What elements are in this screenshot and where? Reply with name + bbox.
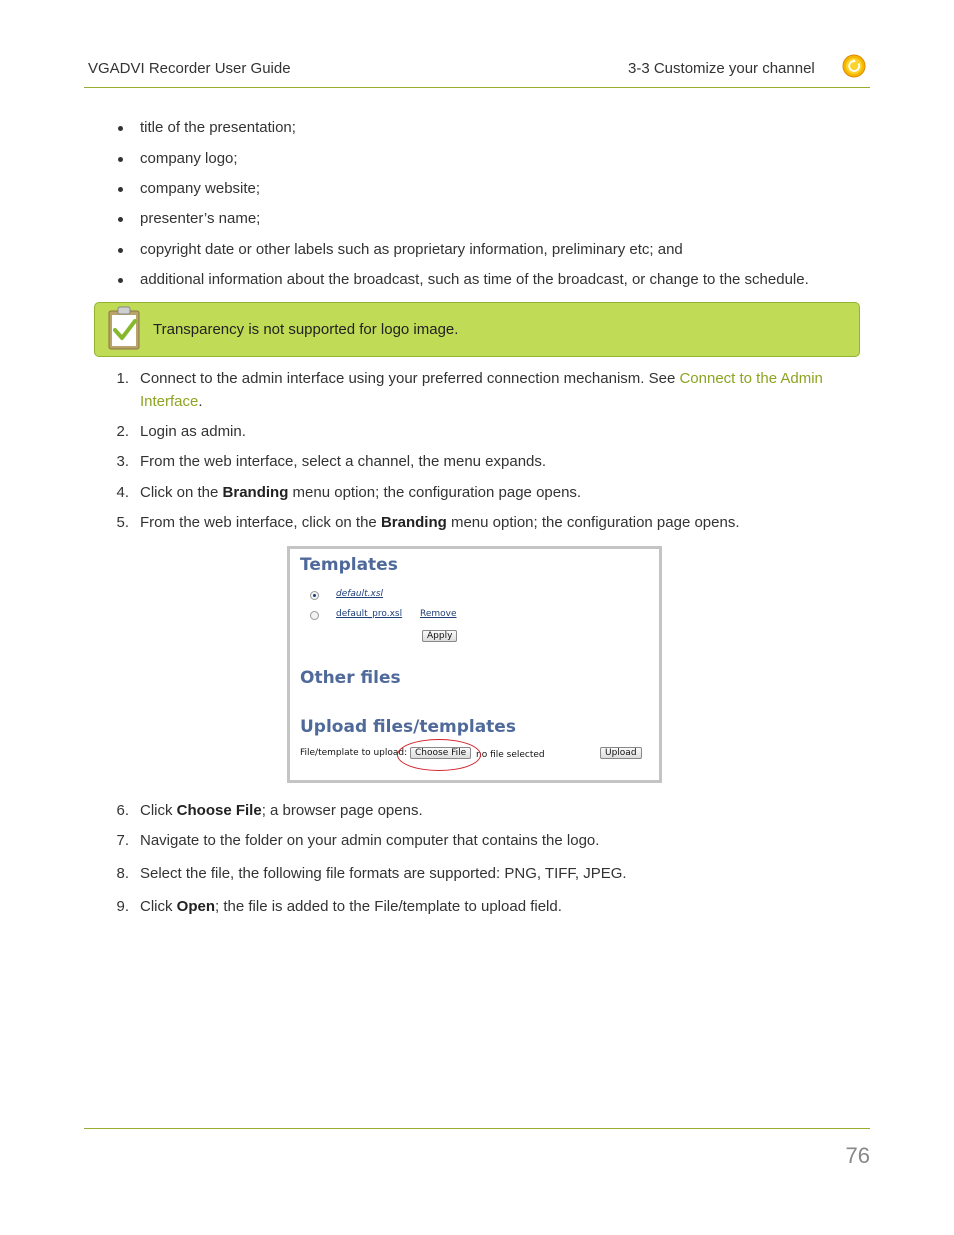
orange-refresh-circle-icon [842,54,866,78]
choose-file-button[interactable]: Choose File [410,747,471,759]
section-title: 3-3 Customize your channel [628,60,815,77]
header-rule [84,87,870,88]
footer-rule [84,1128,870,1129]
branding-screenshot [287,546,662,783]
clipboard-check-icon [107,305,141,351]
template-link-default[interactable]: default.xsl [336,589,384,599]
note-box [94,302,860,357]
template-radio-selected[interactable] [310,591,319,600]
remove-link[interactable]: Remove [420,609,457,619]
templates-heading: Templates [300,555,398,575]
other-files-heading: Other files [300,668,401,688]
connect-admin-link[interactable]: Connect to the Admin Interface [140,370,823,410]
template-radio[interactable] [310,611,319,620]
page-number: 76 [845,1143,870,1168]
upload-heading: Upload files/templates [300,717,516,737]
guide-title: VGADVI Recorder User Guide [88,60,291,77]
apply-button[interactable]: Apply [422,630,457,642]
template-link-pro[interactable]: default_pro.xsl [336,609,403,619]
upload-button[interactable]: Upload [600,747,642,759]
upload-label: File/template to upload: [300,748,408,758]
highlight-oval [397,739,481,771]
no-file-text: no file selected [476,750,545,760]
note-text: Transparency is not supported for logo image. [153,321,459,338]
